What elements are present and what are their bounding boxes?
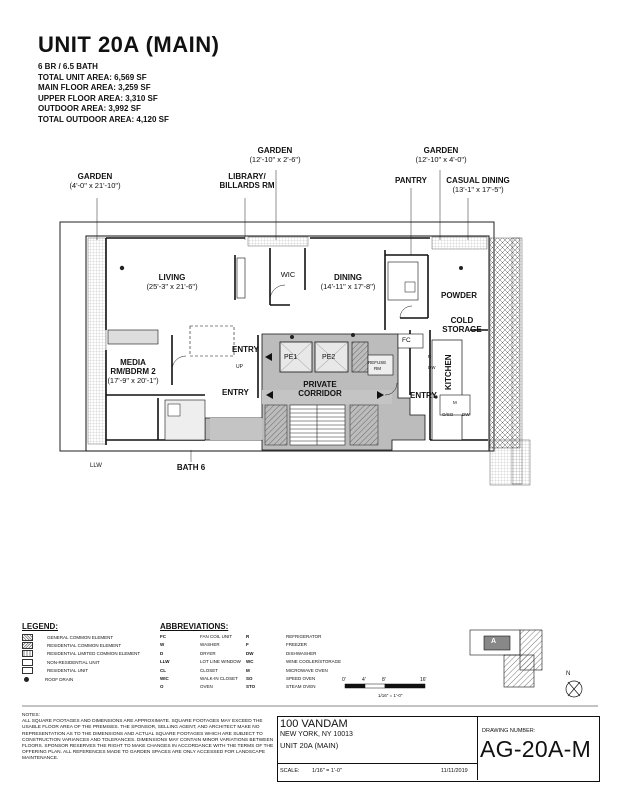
drawing-date: 11/11/2019: [441, 768, 468, 774]
label-kitchen: KITCHEN: [444, 354, 453, 390]
scale-tick-0: 0': [342, 677, 346, 683]
label-casual-dining: CASUAL DINING (13'-1" x 17'-5"): [446, 176, 510, 194]
tag-m: M: [453, 400, 457, 405]
swatch-residential-unit: [22, 667, 33, 674]
refuse-room: [368, 355, 393, 375]
tag-pe1: PE1: [284, 354, 298, 361]
tag-pe2: PE2: [322, 354, 336, 361]
tag-refuse: REFUSE: [368, 360, 387, 365]
label-media: MEDIA RM/BDRM 2 (17'-9" x 20'-1"): [107, 358, 159, 385]
powder-room: [388, 262, 418, 300]
label-garden-right: GARDEN (12'-10" x 4'-0"): [415, 146, 467, 164]
legend-item: RESIDENTIAL LIMITED COMMON ELEMENT: [22, 650, 140, 658]
stat-upper-floor: UPPER FLOOR AREA: 3,310 SF: [38, 93, 158, 103]
swatch-non-residential: [22, 659, 33, 666]
tag-o-so: O/SO: [442, 412, 454, 417]
dashed-outline: [190, 326, 234, 356]
building-name: 100 VANDAM: [280, 718, 348, 730]
label-garden-mid: GARDEN (12'-10" x 2'-6"): [249, 146, 301, 164]
label-living: LIVING (25'-3" x 21'-6"): [146, 273, 198, 291]
legend: [22, 633, 140, 683]
unit-title: UNIT 20A (MAIN): [38, 32, 220, 57]
swatch-general-common: [22, 634, 33, 641]
label-powder: POWDER: [441, 291, 477, 300]
label-dining: DINING (14'-11" x 17'-8"): [320, 273, 376, 291]
stat-total-outdoor: TOTAL OUTDOOR AREA: 4,120 SF: [38, 114, 169, 124]
notes: [22, 713, 277, 763]
title-block-divider: [477, 716, 478, 780]
north-arrow-icon: [566, 681, 582, 697]
legend-item: NON-RESIDENTIAL UNIT: [22, 658, 140, 666]
keyplan-label: A: [491, 638, 497, 645]
core-left: [210, 418, 262, 440]
title-block-unit: UNIT 20A (MAIN): [280, 741, 339, 750]
scale-label: SCALE:: [280, 768, 300, 774]
legend-title: LEGEND:: [22, 622, 58, 631]
abbr-row: W WASHER: [160, 642, 220, 648]
label-pantry: PANTRY: [395, 176, 427, 185]
scale-tick-16: 16': [420, 677, 427, 683]
media-console: [108, 330, 158, 344]
abbr-row: DW DISHWASHER: [246, 650, 317, 656]
stat-outdoor: OUTDOOR AREA: 3,992 SF: [38, 104, 141, 113]
label-entry-3: ENTRY: [410, 391, 437, 400]
abbr-row: SO SPEED OVEN: [246, 675, 316, 681]
swatch-residential-common: [22, 642, 33, 649]
abbr-row: M MICROWAVE OVEN: [246, 667, 328, 673]
label-wic: WIC: [280, 270, 296, 279]
shaft-right: [350, 405, 378, 445]
notes-title: NOTES:: [22, 713, 40, 718]
label-library: LIBRARY/ BILLARDS RM: [219, 172, 275, 190]
abbreviations-title: ABBREVIATIONS:: [160, 622, 229, 631]
stat-bedrooms: 6 BR / 6.5 BATH: [38, 62, 98, 71]
abbr-row: D DRYER: [160, 650, 216, 656]
stair: [290, 405, 345, 445]
abbr-row: CL CLOSET: [160, 667, 219, 673]
scale-note: 1/16" = 1'-0": [378, 693, 403, 698]
tag-r: R: [428, 354, 432, 359]
roof-drain-icon: [22, 677, 31, 682]
scale-tick-4: 4': [362, 677, 366, 683]
legend-item: ROOF DRAIN: [22, 675, 140, 683]
label-entry-2: ENTRY: [222, 388, 249, 397]
title-block-row-divider: [277, 763, 477, 764]
legend-item: RESIDENTIAL UNIT: [22, 667, 140, 675]
garden-left-area: [88, 238, 106, 444]
label-garden-left: GARDEN (4'-0" x 21'-10"): [69, 172, 121, 190]
abbr-row: O OVEN: [160, 684, 213, 690]
abbr-row: F FREEZER: [246, 642, 308, 648]
tag-llw: LLW: [90, 463, 102, 469]
garden-mid-area: [248, 237, 308, 246]
drawing-number: AG-20A-M: [480, 736, 592, 762]
exit-stair: [490, 440, 530, 485]
tag-dw: DW: [428, 365, 436, 370]
abbreviations-col-2: [246, 633, 341, 692]
swatch-residential-limited: [22, 650, 33, 657]
scale-tick-8: 8': [382, 677, 386, 683]
stat-main-floor: MAIN FLOOR AREA: 3,259 SF: [38, 83, 151, 92]
abbr-row: LLW LOT LINE WINDOW: [160, 659, 241, 665]
label-bath-6: BATH 6: [176, 463, 206, 472]
notes-text: ALL SQUARE FOOTAGES AND DIMENSIONS ARE APPROXIMATE. SQUARE FOOTAGES MAY EXCEED THE USABLE FLOOR AREA OF THE PREMISES. THE SPONSOR, SELLING AGENT, AND ARCHITECT MAKE NO REPRESENTATION AS TO THE DIMENSIONS AND ACTUAL SQUARE FOOTAGES WHICH ARE SUBJECT TO CONSTRUCTION VARIANCES AND TOLERANCES. DIMENSIONS MAY CONTAIN MINOR VARIATIONS BETWEEN FLOORS. SPONSOR RESERVES THE RIGHT TO MAKE CHANGES IN ACCORDANCE WITH THE TERMS OF THE OFFERING PLAN. ALL REFERENCES MADE TO GARDEN SPACES ARE ONLY ACCESSED FOR LANDSCAPE MAINTENANCE.: [22, 719, 274, 762]
abbreviations-col-1: [160, 633, 241, 692]
abbr-row: R REFRIGERATOR: [246, 634, 322, 639]
abbr-row: WIC WALK-IN CLOSET: [160, 675, 238, 681]
tag-fc: FC: [402, 337, 411, 344]
tag-dw-2: DW: [462, 412, 470, 417]
tag-up: UP: [236, 364, 243, 370]
keyplan: [470, 630, 542, 687]
abbr-row: STO STEAM OVEN: [246, 684, 316, 690]
stat-total-area: TOTAL UNIT AREA: 6,569 SF: [38, 72, 147, 82]
legend-item: RESIDENTIAL COMMON ELEMENT: [22, 641, 140, 649]
drawing-number-label: DRAWING NUMBER:: [482, 728, 536, 734]
tag-rm: RM: [374, 366, 381, 371]
north-label: N: [566, 671, 571, 677]
label-cold-storage: COLD STORAGE: [442, 316, 482, 334]
label-private-corridor: PRIVATE CORRIDOR: [298, 380, 342, 398]
label-entry-1: ENTRY: [232, 345, 259, 354]
shelving: [237, 258, 245, 298]
legend-item: GENERAL COMMON ELEMENT: [22, 633, 140, 641]
abbr-row: WC WINE COOLER/STORAGE: [246, 659, 342, 665]
scale-value: 1/16" = 1'-0": [312, 768, 342, 774]
shaft-left: [265, 405, 287, 445]
abbr-row: FC FAN COIL UNIT: [160, 634, 233, 639]
building-address: NEW YORK, NY 10013: [280, 731, 353, 738]
